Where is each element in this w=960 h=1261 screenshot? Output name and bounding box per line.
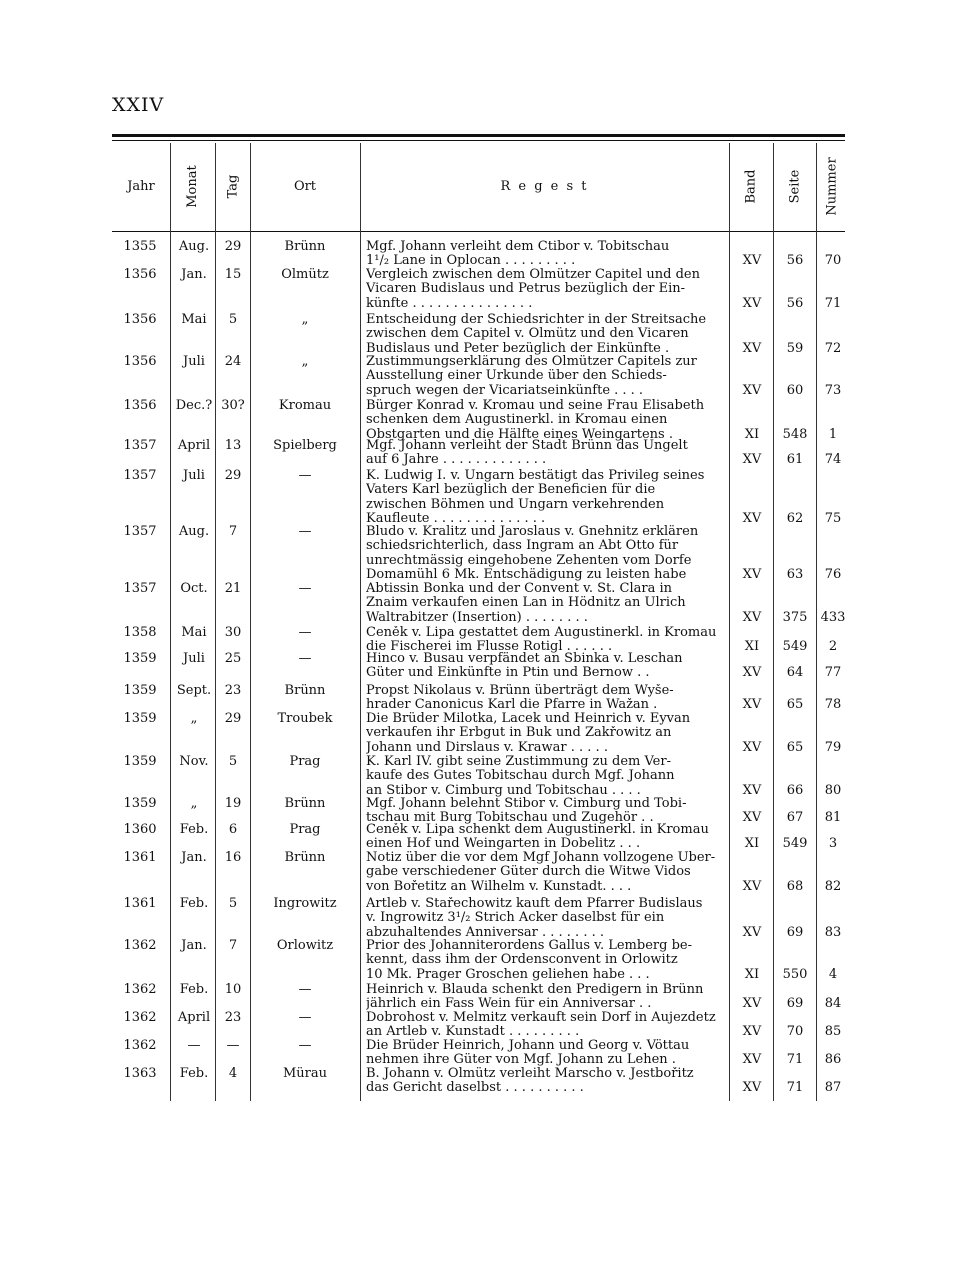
cell-seite: 548 (782, 426, 808, 442)
header-ort: Ort (293, 178, 317, 194)
cell-band: XV (742, 511, 762, 527)
cell-tag: 30 (224, 625, 242, 640)
cell-ort: Ingrowitz (273, 896, 337, 911)
column-divider (215, 143, 216, 1101)
cell-regest (366, 684, 720, 713)
regest-line: von Bořetitz an Wilhelm v. Kunstadt. . . . (366, 879, 632, 894)
cell-regest (366, 469, 720, 527)
regest-line: Domamühl 6 Mk. Entschädigung zu leisten habe (366, 568, 687, 583)
cell-regest (366, 355, 720, 398)
regest-line: K. Ludwig I. v. Ungarn bestätigt das Privileg seines (366, 469, 705, 483)
cell-ort: — (298, 581, 312, 596)
cell-tag: 7 (228, 524, 238, 539)
cell-nummer: 82 (824, 878, 842, 894)
regest-line: zwischen dem Capitel v. Olmütz und den Vicaren (366, 327, 689, 342)
cell-jahr: 1356 (123, 354, 157, 369)
regest-line: spruch wegen der Vicariatseinkünfte . . . . (366, 383, 644, 398)
cell-jahr: 1359 (123, 651, 157, 666)
cell-nummer: 78 (824, 697, 842, 713)
cell-nummer: 83 (824, 924, 842, 940)
cell-monat: April (177, 438, 211, 453)
regest-line: Heinrich v. Blauda schenkt den Predigern in Brünn (366, 983, 704, 997)
regest-line: Äbtissin Bonka und der Convent v. St. Clara in (366, 582, 673, 596)
cell-band: XV (742, 567, 762, 583)
cell-jahr: 1356 (123, 312, 157, 327)
cell-tag: 16 (224, 850, 242, 865)
cell-band: XV (742, 782, 762, 798)
cell-monat: „ (190, 711, 198, 726)
cell-ort: — (298, 468, 312, 483)
column-divider (170, 143, 171, 1101)
page-title: XXIV (112, 94, 165, 116)
cell-tag: 5 (228, 754, 238, 769)
regest-line: Bürger Konrad v. Kromau und seine Frau Elisabeth (366, 399, 705, 413)
regest-line: Budislaus und Peter bezüglich der Einkünfte . (366, 341, 670, 356)
cell-monat: Feb. (179, 982, 209, 997)
cell-nummer: 84 (824, 996, 842, 1012)
cell-seite: 375 (782, 609, 808, 625)
cell-ort: Mürau (282, 1066, 328, 1081)
regest-line: Die Brüder Milotka, Lacek und Heinrich v. Eyvan (366, 712, 691, 726)
cell-band: XV (742, 295, 762, 311)
cell-nummer: 4 (828, 966, 838, 982)
cell-nummer: 71 (824, 295, 842, 311)
regest-line: auf 6 Jahre . . . . . . . . . . . . . (366, 453, 547, 468)
regest-line: Čeněk v. Lipa schenkt dem Augustinerkl. in Kromau (366, 823, 709, 837)
cell-tag: 6 (228, 822, 238, 837)
regest-line: Čeněk v. Lipa gestattet dem Augustinerkl. in Kromau (366, 626, 717, 640)
cell-nummer: 1 (828, 426, 838, 442)
cell-regest (366, 797, 720, 826)
cell-seite: 65 (786, 697, 804, 713)
cell-seite: 56 (786, 295, 804, 311)
cell-regest (366, 439, 720, 468)
cell-nummer: 87 (824, 1080, 842, 1096)
regest-line: an Artleb v. Kunstadt . . . . . . . . . (366, 1025, 580, 1040)
cell-tag: 13 (224, 438, 242, 453)
cell-tag: 29 (224, 711, 242, 726)
cell-jahr: 1362 (123, 982, 157, 997)
header-band: Band (743, 169, 759, 203)
regest-line: Waltrabitzer (Insertion) . . . . . . . . (366, 610, 588, 625)
cell-seite: 68 (786, 878, 804, 894)
cell-band: XV (742, 878, 762, 894)
cell-regest (366, 240, 720, 269)
header-seite: Seite (787, 169, 802, 203)
cell-seite: 549 (782, 836, 808, 852)
cell-tag: 25 (224, 651, 242, 666)
cell-monat: Sept. (176, 683, 212, 698)
cell-ort: Brünn (284, 850, 326, 865)
cell-jahr: 1362 (123, 1038, 157, 1053)
cell-nummer: 81 (824, 810, 842, 826)
cell-monat: Oct. (180, 581, 208, 596)
regest-line: schiedsrichterlich, dass Ingram an Abt Otto für (366, 539, 679, 554)
header-bottom-rule (112, 231, 845, 232)
cell-ort: — (298, 625, 312, 640)
regest-line: künfte . . . . . . . . . . . . . . . (366, 296, 533, 311)
cell-nummer: 76 (824, 567, 842, 583)
cell-nummer: 80 (824, 782, 842, 798)
cell-seite: 63 (786, 567, 804, 583)
cell-ort: — (298, 982, 312, 997)
regest-line: Entscheidung der Schiedsrichter in der Streitsache (366, 313, 707, 327)
regest-line: Mgf. Johann belehnt Stibor v. Cimburg und Tobi- (366, 797, 687, 811)
cell-ort: „ (301, 312, 309, 327)
header-jahr: Jahr (127, 178, 155, 194)
top-rule (112, 134, 845, 137)
cell-band: XI (744, 426, 760, 442)
cell-seite: 66 (786, 782, 804, 798)
cell-regest (366, 626, 720, 655)
regest-line: einen Hof und Weingarten in Dobelitz . . . (366, 837, 641, 852)
cell-jahr: 1358 (123, 625, 157, 640)
cell-band: XV (742, 340, 762, 356)
cell-regest (366, 983, 720, 1012)
cell-jahr: 1359 (123, 796, 157, 811)
cell-tag: 24 (224, 354, 242, 369)
cell-tag: 7 (228, 938, 238, 953)
cell-regest (366, 823, 720, 852)
regest-line: die Fischerei im Flusse Rotigl . . . . . . (366, 640, 613, 655)
cell-tag: 19 (224, 796, 242, 811)
cell-regest (366, 652, 720, 681)
cell-seite: 65 (786, 739, 804, 755)
cell-tag: 5 (228, 312, 238, 327)
cell-regest (366, 1067, 720, 1096)
cell-seite: 69 (786, 924, 804, 940)
regest-line: Güter und Einkünfte in Ptin und Bernow . . (366, 666, 650, 681)
cell-seite: 71 (786, 1052, 804, 1068)
regest-line: Obstgarten und die Hälfte eines Weingartens . (366, 427, 673, 442)
cell-regest (366, 313, 720, 356)
cell-seite: 67 (786, 810, 804, 826)
cell-jahr: 1357 (123, 438, 157, 453)
cell-ort: — (298, 524, 312, 539)
regest-line: Ausstellung einer Urkunde über den Schieds- (366, 369, 667, 384)
cell-monat: Jan. (181, 267, 207, 282)
regest-line: Vaters Karl bezüglich der Beneficien für die (366, 483, 656, 498)
regest-line: B. Johann v. Olmütz verleiht Marscho v. Jestbořitz (366, 1067, 694, 1081)
cell-band: XV (742, 739, 762, 755)
cell-monat: „ (190, 796, 198, 811)
cell-ort: Troubek (277, 711, 333, 726)
header-monat: Monat (185, 164, 200, 208)
regest-line: zwischen Böhmen und Ungarn verkehrenden (366, 497, 665, 512)
regest-line: Mgf. Johann verleiht dem Ctibor v. Tobitschau (366, 240, 670, 254)
regest-line: Vergleich zwischen dem Olmützer Capitel und den (366, 268, 700, 282)
regest-line: hrader Canonicus Karl die Pfarre in Wažan . (366, 698, 658, 713)
regest-line: tschau mit Burg Tobitschau und Zugehör . . (366, 811, 654, 826)
cell-nummer: 79 (824, 739, 842, 755)
cell-jahr: 1359 (123, 711, 157, 726)
cell-ort: Olmütz (281, 267, 329, 282)
cell-seite: 70 (786, 1024, 804, 1040)
cell-jahr: 1359 (123, 683, 157, 698)
regest-line: das Gericht daselbst . . . . . . . . . . (366, 1081, 584, 1096)
cell-regest (366, 755, 720, 798)
top-rule-thin (112, 140, 845, 141)
cell-seite: 56 (786, 253, 804, 269)
regest-line: nehmen ihre Güter von Mgf. Johann zu Lehen . (366, 1053, 676, 1068)
cell-ort: Orlowitz (276, 938, 334, 953)
regest-line: Bludo v. Kralitz und Jaroslaus v. Gnehnitz erklären (366, 525, 699, 539)
regest-line: kennt, dass ihm der Ordensconvent in Orlowitz (366, 953, 678, 968)
cell-band: XI (744, 836, 760, 852)
regest-line: Notiz über die vor dem Mgf Johann vollzogene Über- (366, 851, 716, 865)
cell-monat: April (177, 1010, 211, 1025)
cell-ort: Spielberg (273, 438, 337, 453)
cell-jahr: 1359 (123, 754, 157, 769)
cell-tag: — (226, 1038, 240, 1053)
cell-seite: 59 (786, 340, 804, 356)
cell-tag: 23 (224, 683, 242, 698)
cell-band: XV (742, 609, 762, 625)
cell-monat: Aug. (178, 239, 210, 254)
cell-nummer: 74 (824, 452, 842, 468)
cell-regest (366, 851, 720, 894)
cell-nummer: 86 (824, 1052, 842, 1068)
cell-regest (366, 268, 720, 311)
cell-ort: Prag (289, 822, 321, 837)
cell-tag: 4 (228, 1066, 238, 1081)
cell-ort: Brünn (284, 683, 326, 698)
column-divider (816, 143, 817, 1101)
cell-seite: 60 (786, 382, 804, 398)
cell-regest (366, 1039, 720, 1068)
cell-band: XV (742, 996, 762, 1012)
cell-nummer: 72 (824, 340, 842, 356)
cell-band: XV (742, 382, 762, 398)
cell-seite: 69 (786, 996, 804, 1012)
cell-monat: Juli (183, 651, 205, 666)
cell-band: XI (744, 966, 760, 982)
cell-tag: 10 (224, 982, 242, 997)
regest-line: Propst Nikolaus v. Brünn überträgt dem Wyše- (366, 684, 674, 698)
regest-line: Vicaren Budislaus und Petrus bezüglich der Ein- (366, 282, 686, 297)
cell-band: XI (744, 639, 760, 655)
regest-line: 1¹/₂ Lane in Oplocan . . . . . . . . . (366, 254, 576, 269)
regest-line: verkaufen ihr Erbgut in Buk und Zakřowitz an (366, 726, 672, 741)
cell-ort: Kromau (278, 398, 332, 413)
cell-nummer: 73 (824, 382, 842, 398)
cell-nummer: 85 (824, 1024, 842, 1040)
cell-jahr: 1357 (123, 468, 157, 483)
cell-band: XV (742, 1024, 762, 1040)
cell-band: XV (742, 665, 762, 681)
cell-monat: Juli (183, 354, 205, 369)
cell-jahr: 1357 (123, 524, 157, 539)
cell-band: XV (742, 924, 762, 940)
cell-monat: Nov. (179, 754, 209, 769)
cell-regest (366, 582, 720, 625)
cell-nummer: 75 (824, 511, 842, 527)
regest-line: Artleb v. Stařechowitz kauft dem Pfarrer Budislaus (366, 897, 703, 911)
cell-monat: Aug. (178, 524, 210, 539)
regest-line: Prior des Johanniterordens Gallus v. Lemberg be- (366, 939, 692, 953)
cell-jahr: 1360 (123, 822, 157, 837)
header-regest: R e g e s t (500, 178, 589, 194)
cell-regest (366, 399, 720, 442)
cell-regest (366, 897, 720, 940)
cell-tag: 15 (224, 267, 242, 282)
column-divider (360, 143, 361, 1101)
header-tag: Tag (224, 174, 240, 198)
cell-ort: Brünn (284, 239, 326, 254)
cell-ort: — (298, 651, 312, 666)
cell-seite: 71 (786, 1080, 804, 1096)
regest-line: v. Ingrowitz 3¹/₂ Strich Acker daselbst für ein (366, 911, 665, 926)
cell-monat: Mai (181, 312, 207, 327)
cell-tag: 29 (224, 468, 242, 483)
cell-band: XV (742, 1052, 762, 1068)
cell-tag: 29 (224, 239, 242, 254)
column-divider (729, 143, 730, 1101)
cell-regest (366, 939, 720, 982)
cell-jahr: 1362 (123, 938, 157, 953)
regest-line: Die Brüder Heinrich, Johann und Georg v. Vöttau (366, 1039, 690, 1053)
cell-seite: 550 (782, 966, 808, 982)
cell-tag: 21 (224, 581, 242, 596)
cell-monat: Jan. (181, 850, 207, 865)
regest-line: Hinco v. Busau verpfändet an Sbinka v. Leschan (366, 652, 683, 666)
cell-seite: 61 (786, 452, 804, 468)
regest-line: Znaim verkaufen einen Lan in Hödnitz an Ulrich (366, 596, 686, 611)
regest-line: abzuhaltendes Anniversar . . . . . . . . (366, 925, 604, 940)
header-nummer: Nummer (824, 156, 840, 216)
regest-line: schenken dem Augustinerkl. in Kromau einen (366, 413, 668, 428)
cell-tag: 23 (224, 1010, 242, 1025)
cell-monat: Jan. (181, 938, 207, 953)
cell-jahr: 1361 (123, 896, 157, 911)
cell-jahr: 1357 (123, 581, 157, 596)
cell-regest (366, 712, 720, 755)
cell-monat: — (187, 1038, 201, 1053)
regest-line: an Stibor v. Cimburg und Tobitschau . . . . (366, 783, 641, 798)
regest-line: unrechtmässig eingehobene Zehenten vom Dorfe (366, 553, 692, 568)
cell-monat: Feb. (179, 822, 209, 837)
regest-line: Kaufleute . . . . . . . . . . . . . . (366, 512, 546, 527)
regest-line: Mgf. Johann verleiht der Stadt Brünn das Ungelt (366, 439, 688, 453)
cell-monat: Juli (183, 468, 205, 483)
cell-ort: Prag (289, 754, 321, 769)
regest-line: Zustimmungserklärung des Olmützer Capitels zur (366, 355, 697, 369)
cell-regest (366, 525, 720, 583)
cell-band: XV (742, 1080, 762, 1096)
cell-nummer: 433 (820, 609, 846, 625)
cell-ort: — (298, 1038, 312, 1053)
cell-band: XV (742, 810, 762, 826)
cell-jahr: 1356 (123, 398, 157, 413)
regest-line: Johann und Dirslaus v. Krawar . . . . . (366, 740, 608, 755)
cell-ort: Brünn (284, 796, 326, 811)
regest-line: 10 Mk. Prager Groschen geliehen habe . . . (366, 967, 650, 982)
cell-band: XV (742, 697, 762, 713)
cell-tag: 5 (228, 896, 238, 911)
cell-ort: — (298, 1010, 312, 1025)
regest-line: kaufe des Gutes Tobitschau durch Mgf. Johann (366, 769, 675, 784)
cell-nummer: 3 (828, 836, 838, 852)
regest-line: K. Karl IV. gibt seine Zustimmung zu dem Ver- (366, 755, 671, 769)
cell-jahr: 1356 (123, 267, 157, 282)
regest-line: jährlich ein Fass Wein für ein Anniversar . . (366, 997, 652, 1012)
cell-tag: 30? (221, 398, 245, 413)
cell-monat: Mai (181, 625, 207, 640)
cell-regest (366, 1011, 720, 1040)
cell-jahr: 1362 (123, 1010, 157, 1025)
cell-monat: Dec.? (175, 398, 213, 413)
cell-jahr: 1355 (123, 239, 157, 254)
cell-nummer: 70 (824, 253, 842, 269)
cell-monat: Feb. (179, 1066, 209, 1081)
cell-ort: „ (301, 354, 309, 369)
cell-seite: 62 (786, 511, 804, 527)
regest-line: Dobrohost v. Melmitz verkauft sein Dorf in Aujezdetz (366, 1011, 716, 1025)
cell-seite: 64 (786, 665, 804, 681)
cell-nummer: 77 (824, 665, 842, 681)
cell-jahr: 1361 (123, 850, 157, 865)
cell-seite: 549 (782, 639, 808, 655)
cell-monat: Feb. (179, 896, 209, 911)
cell-band: XV (742, 253, 762, 269)
cell-band: XV (742, 452, 762, 468)
cell-nummer: 2 (828, 639, 838, 655)
regest-line: gabe verschiedener Güter durch die Witwe Vidos (366, 865, 691, 880)
column-divider (250, 143, 251, 1101)
cell-jahr: 1363 (123, 1066, 157, 1081)
